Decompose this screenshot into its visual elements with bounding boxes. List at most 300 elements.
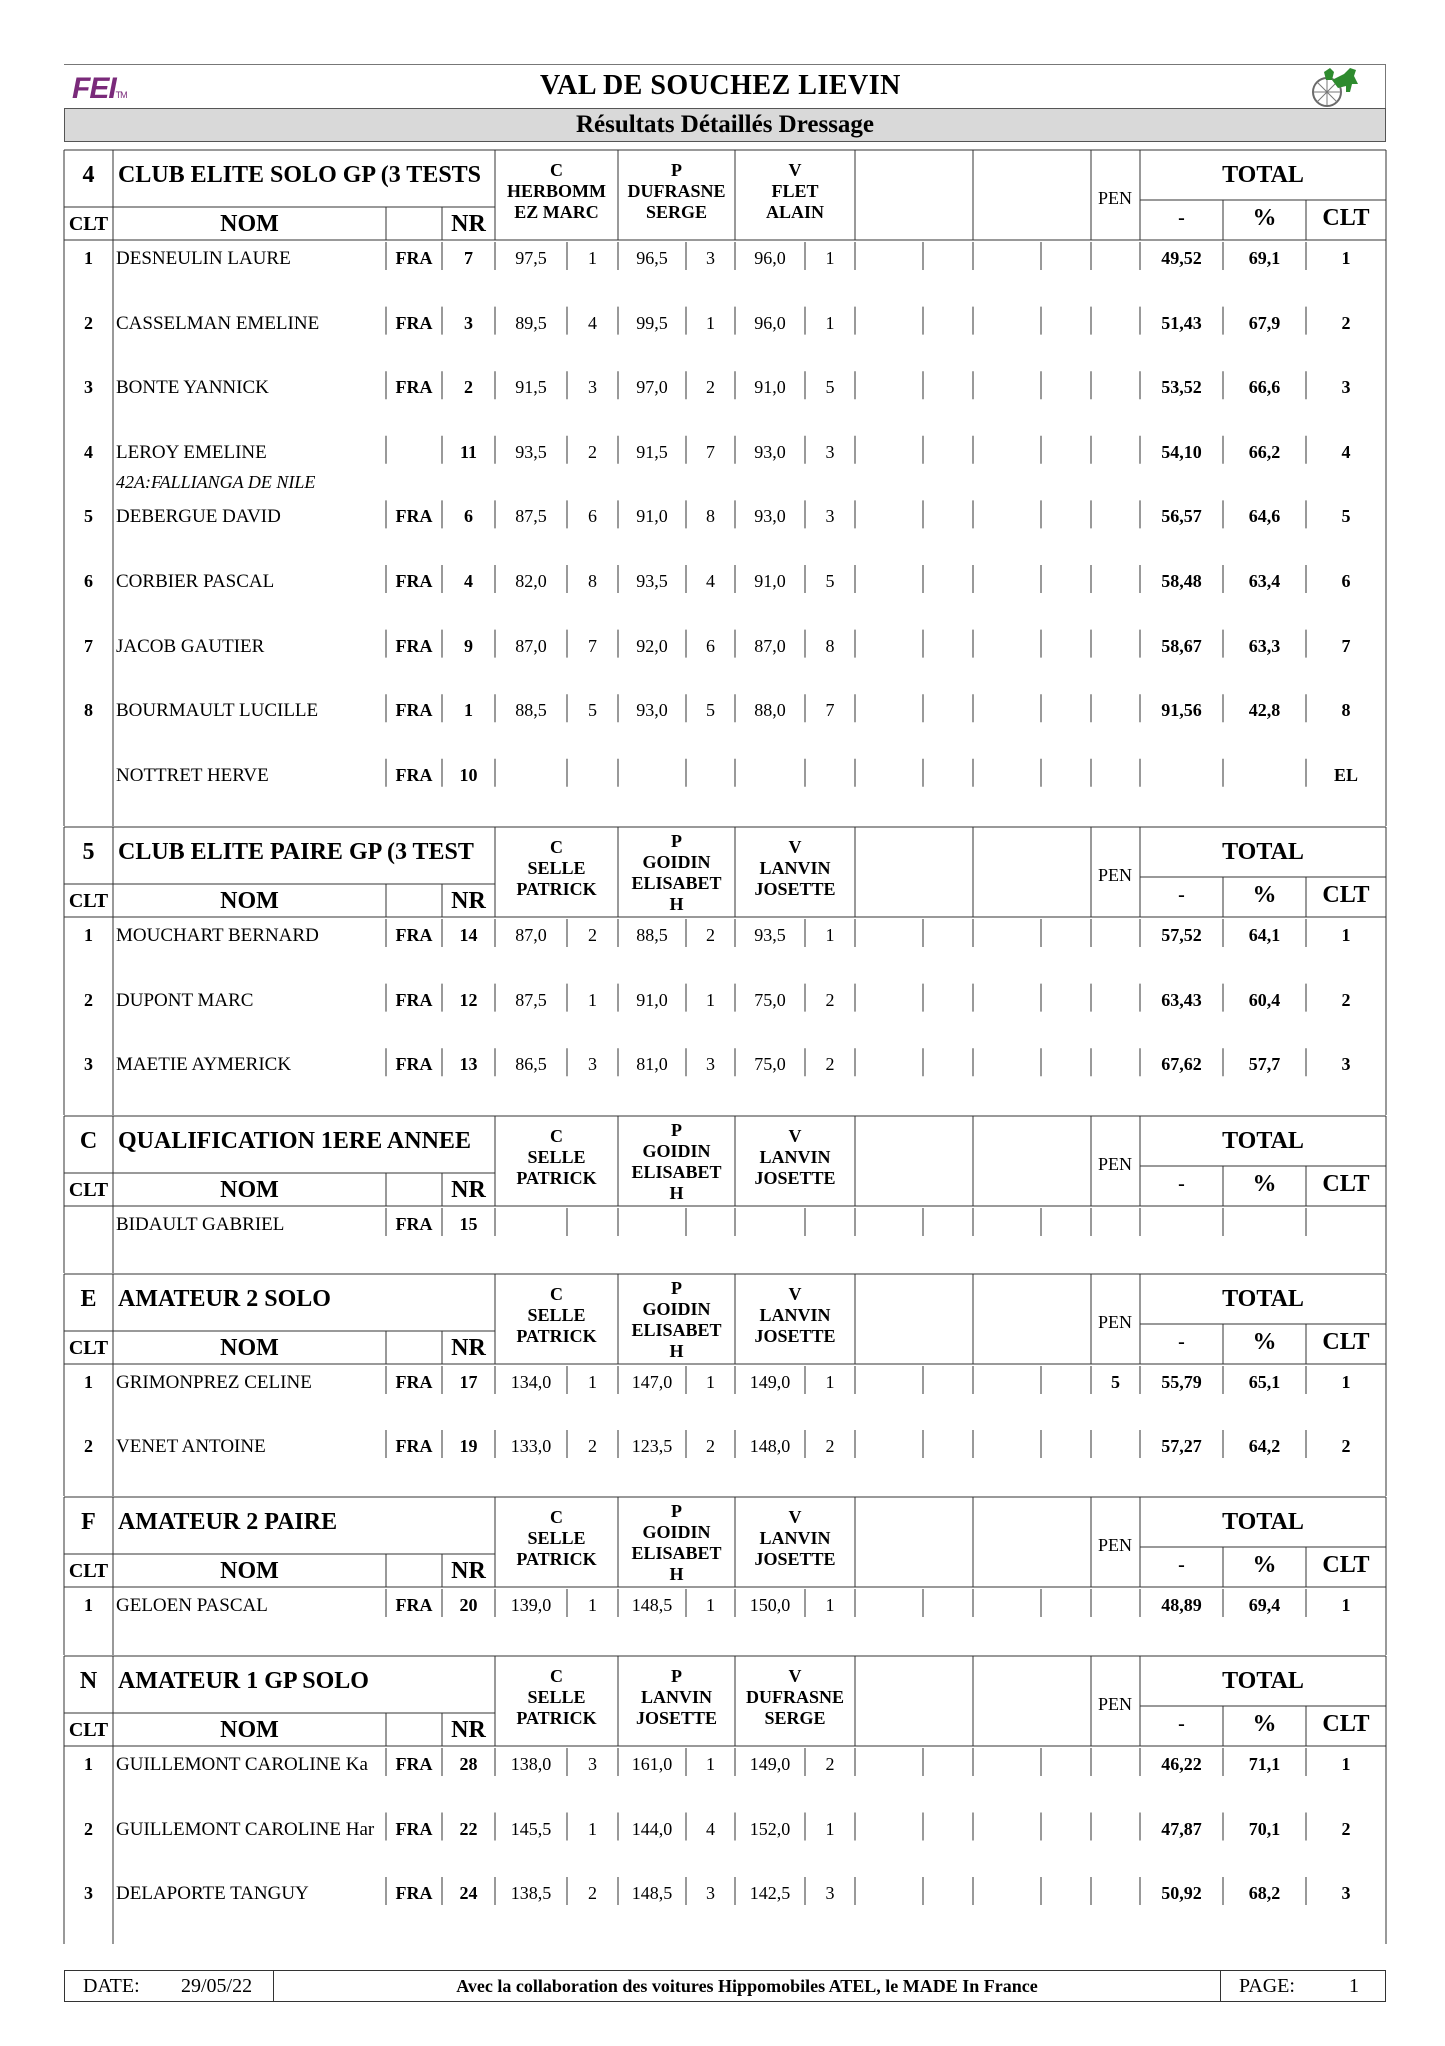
rider-nation: FRA <box>395 248 433 268</box>
footer-page <box>1220 1970 1386 2002</box>
judge-2-line-0: V <box>788 160 802 180</box>
footer-page-label: PAGE: <box>1239 1975 1295 1997</box>
judge-1-score: 97,0 <box>636 377 668 398</box>
col-header-points: - <box>1178 884 1185 906</box>
rider-nation: FRA <box>395 1214 433 1234</box>
fei-logo: FEITM <box>72 72 127 105</box>
col-header-nr: NR <box>451 888 486 914</box>
judge-1-score: 93,0 <box>636 700 668 721</box>
judge-1-line-1: DUFRASNE <box>627 181 726 201</box>
row-rank: 2 <box>84 1436 93 1456</box>
judge-1-line-1: GOIDIN <box>642 1141 711 1161</box>
col-header-nom: NOM <box>220 1335 279 1361</box>
final-rank: 3 <box>1341 1883 1351 1903</box>
judge-2-score: 91,0 <box>754 571 786 591</box>
rider-name: DELAPORTE TANGUY <box>116 1883 309 1904</box>
row-rank: 2 <box>84 989 93 1010</box>
judge-0-score: 138,0 <box>510 1754 552 1774</box>
judge-2-place: 8 <box>825 635 835 656</box>
judge-1-score: 147,0 <box>631 1372 673 1392</box>
judge-1-score: 99,5 <box>636 312 668 333</box>
judge-1-place: 1 <box>706 1372 715 1392</box>
judge-1-place: 3 <box>706 1883 715 1903</box>
judge-0-line-0: C <box>550 160 563 180</box>
judge-2-line-0: V <box>788 1284 802 1304</box>
judge-1-place: 4 <box>706 571 715 591</box>
footer-date-value: 29/05/22 <box>181 1975 253 1997</box>
judge-2-score: 152,0 <box>749 1818 791 1839</box>
footer-page-value: 1 <box>1349 1975 1359 1997</box>
col-header-total: TOTAL <box>1222 1509 1304 1535</box>
judge-1-place: 1 <box>706 1754 715 1774</box>
penalty: 5 <box>1111 1372 1120 1392</box>
final-rank: 1 <box>1341 248 1351 268</box>
judge-0-score: 145,5 <box>510 1818 552 1839</box>
rider-number: 7 <box>464 248 473 268</box>
judge-0-line-2: PATRICK <box>516 879 597 899</box>
judge-1-line-2: ELISABET <box>631 1162 722 1182</box>
rider-name: GUILLEMONT CAROLINE Ka <box>116 1754 368 1775</box>
judge-1-line-3: H <box>669 1341 684 1361</box>
rider-name: LEROY EMELINE <box>116 441 267 463</box>
total-points: 91,56 <box>1161 700 1202 721</box>
judge-0-score: 138,5 <box>510 1883 552 1903</box>
col-header-rank: CLT <box>1322 1552 1370 1578</box>
rider-name: CORBIER PASCAL <box>116 571 275 592</box>
final-rank: 3 <box>1341 1054 1351 1075</box>
judge-2-score: 93,0 <box>754 441 786 462</box>
judge-0-score: 89,5 <box>515 312 547 333</box>
final-rank: 1 <box>1341 1595 1351 1615</box>
rider-number: 13 <box>459 1054 478 1075</box>
rider-number: 15 <box>459 1214 478 1234</box>
judge-2-place: 5 <box>825 571 835 591</box>
judge-0-line-1: SELLE <box>527 1305 586 1325</box>
section-title: QUALIFICATION 1ERE ANNEE <box>118 1128 471 1154</box>
judge-2-score: 142,5 <box>749 1883 791 1903</box>
total-percent: 66,6 <box>1248 377 1281 398</box>
total-points: 55,79 <box>1161 1372 1202 1392</box>
judge-2-score: 75,0 <box>754 1054 786 1075</box>
judge-0-place: 2 <box>588 925 597 945</box>
final-rank: 2 <box>1341 312 1351 333</box>
total-percent: 64,1 <box>1248 925 1281 945</box>
judge-2-line-2: JOSETTE <box>754 1326 836 1346</box>
col-header-rank: CLT <box>1322 1329 1370 1355</box>
judge-1-line-2: ELISABET <box>631 1543 722 1563</box>
col-header-points: - <box>1178 1173 1185 1195</box>
judge-0-line-2: PATRICK <box>516 1326 597 1346</box>
judge-0-score: 97,5 <box>515 248 547 268</box>
judge-2-score: 149,0 <box>749 1372 791 1392</box>
judge-0-place: 2 <box>588 441 597 462</box>
rider-number: 22 <box>459 1818 478 1839</box>
judge-2-line-2: JOSETTE <box>754 1549 836 1569</box>
total-percent: 65,1 <box>1248 1372 1281 1392</box>
section-code: F <box>81 1509 96 1535</box>
col-header-nr: NR <box>451 1558 486 1584</box>
col-header-nom: NOM <box>220 888 279 914</box>
rider-name: DUPONT MARC <box>116 989 254 1011</box>
judge-1-line-0: P <box>671 1666 682 1686</box>
col-header-points: - <box>1178 1331 1185 1353</box>
total-percent: 68,2 <box>1248 1883 1281 1903</box>
judge-0-place: 6 <box>588 506 597 527</box>
judge-2-score: 93,0 <box>754 506 786 527</box>
judge-0-line-2: PATRICK <box>516 1549 597 1569</box>
col-header-nr: NR <box>451 211 486 237</box>
judge-0-place: 3 <box>588 377 597 398</box>
col-header-pen: PEN <box>1097 1694 1132 1714</box>
rider-name: BONTE YANNICK <box>116 377 269 399</box>
section-title: CLUB ELITE SOLO GP (3 TESTS <box>118 162 482 188</box>
col-header-total: TOTAL <box>1222 1128 1304 1154</box>
col-header-pen: PEN <box>1097 188 1132 208</box>
rider-nation: FRA <box>395 635 433 656</box>
judge-1-score: 88,5 <box>636 925 668 945</box>
row-rank: 3 <box>84 1883 93 1903</box>
col-header-nom: NOM <box>220 1558 279 1584</box>
rider-number: 10 <box>459 764 478 785</box>
judge-0-score: 139,0 <box>510 1595 552 1615</box>
col-header-percent: % <box>1252 882 1277 908</box>
final-rank: 8 <box>1341 700 1351 721</box>
final-rank: 2 <box>1341 989 1351 1010</box>
col-header-percent: % <box>1252 205 1277 231</box>
judge-2-line-2: SERGE <box>764 1708 826 1728</box>
col-header-clt: CLT <box>68 213 109 235</box>
row-rank: 2 <box>84 1818 93 1839</box>
judge-1-line-2: ELISABET <box>631 873 722 893</box>
rider-nation: FRA <box>395 1436 433 1456</box>
judge-1-place: 3 <box>706 248 715 268</box>
judge-0-score: 133,0 <box>510 1436 552 1456</box>
judge-1-score: 123,5 <box>631 1436 673 1456</box>
rider-nation: FRA <box>395 1372 433 1392</box>
judge-1-line-2: JOSETTE <box>635 1708 718 1728</box>
judge-2-place: 7 <box>825 700 835 721</box>
judge-0-line-2: EZ MARC <box>514 202 599 222</box>
judge-1-place: 4 <box>706 1818 715 1839</box>
judge-0-score: 87,5 <box>515 506 547 527</box>
rider-name: NOTTRET HERVE <box>116 764 269 786</box>
rider-name: GUILLEMONT CAROLINE Har <box>116 1818 375 1840</box>
page-title: VAL DE SOUCHEZ LIEVIN <box>540 70 901 101</box>
judge-2-score: 91,0 <box>754 377 786 398</box>
judge-1-line-0: P <box>671 1278 682 1298</box>
judge-2-score: 150,0 <box>749 1595 791 1615</box>
final-rank: 1 <box>1341 925 1351 945</box>
total-points: 63,43 <box>1161 989 1202 1010</box>
judge-1-place: 3 <box>706 1054 715 1075</box>
total-points: 51,43 <box>1161 312 1202 333</box>
judge-1-place: 5 <box>706 700 715 721</box>
total-percent: 64,2 <box>1248 1436 1281 1456</box>
judge-1-line-0: P <box>671 831 682 851</box>
col-header-percent: % <box>1252 1329 1277 1355</box>
judge-1-score: 91,0 <box>636 989 668 1010</box>
judge-0-place: 2 <box>588 1883 597 1903</box>
rider-number: 9 <box>464 635 473 656</box>
col-header-pen: PEN <box>1097 1535 1132 1555</box>
judge-1-score: 161,0 <box>631 1754 673 1774</box>
final-rank: 1 <box>1341 1754 1351 1774</box>
judge-2-score: 149,0 <box>749 1754 791 1774</box>
rider-name: DESNEULIN LAURE <box>116 248 291 269</box>
col-header-nom: NOM <box>220 1717 279 1743</box>
judge-0-line-0: C <box>550 1284 563 1304</box>
rider-number: 20 <box>459 1595 478 1615</box>
col-header-rank: CLT <box>1322 1171 1370 1197</box>
judge-2-place: 1 <box>825 312 835 333</box>
judge-2-score: 88,0 <box>754 700 786 721</box>
horse-name: 42A:FALLIANGA DE NILE <box>116 471 316 492</box>
judge-0-score: 88,5 <box>515 700 547 721</box>
rider-nation: FRA <box>395 377 433 398</box>
judge-2-place: 3 <box>825 1883 835 1903</box>
judge-2-place: 2 <box>825 1754 835 1774</box>
rider-name: BIDAULT GABRIEL <box>116 1214 285 1235</box>
section-code: N <box>79 1668 98 1694</box>
total-percent: 57,7 <box>1248 1054 1281 1075</box>
total-percent: 71,1 <box>1248 1754 1281 1774</box>
judge-2-place: 3 <box>825 441 835 462</box>
total-percent: 67,9 <box>1248 312 1281 333</box>
judge-2-line-1: DUFRASNE <box>745 1687 844 1707</box>
final-rank: EL <box>1333 764 1358 785</box>
total-points: 50,92 <box>1161 1883 1202 1903</box>
footer-date <box>64 1970 274 2002</box>
col-header-total: TOTAL <box>1222 1286 1304 1312</box>
judge-2-line-2: ALAIN <box>765 202 824 222</box>
judge-0-place: 4 <box>588 312 597 333</box>
col-header-clt: CLT <box>68 890 109 912</box>
judge-2-line-0: V <box>788 1126 802 1146</box>
judge-1-score: 96,5 <box>636 248 668 268</box>
total-points: 47,87 <box>1161 1818 1202 1839</box>
judge-1-line-0: P <box>671 160 682 180</box>
judge-1-place: 1 <box>706 989 715 1010</box>
rider-nation: FRA <box>395 1818 433 1839</box>
judge-1-place: 1 <box>706 1595 715 1615</box>
judge-1-score: 144,0 <box>631 1818 673 1839</box>
rider-name: GRIMONPREZ CELINE <box>116 1372 312 1393</box>
judge-0-line-1: HERBOMM <box>507 181 606 201</box>
rider-nation: FRA <box>395 1595 433 1615</box>
judge-1-score: 148,5 <box>631 1883 673 1903</box>
judge-0-line-2: PATRICK <box>516 1168 597 1188</box>
row-rank: 6 <box>84 571 93 591</box>
row-rank: 1 <box>84 1372 93 1392</box>
judge-0-place: 1 <box>588 1595 597 1615</box>
judge-2-place: 1 <box>825 1818 835 1839</box>
total-percent: 66,2 <box>1248 441 1281 462</box>
judge-2-place: 2 <box>825 989 835 1010</box>
judge-1-score: 148,5 <box>631 1595 673 1615</box>
judge-0-score: 134,0 <box>510 1372 552 1392</box>
judge-2-place: 1 <box>825 925 835 945</box>
col-header-clt: CLT <box>68 1719 109 1741</box>
judge-0-place: 1 <box>588 1372 597 1392</box>
total-percent: 63,4 <box>1248 571 1281 591</box>
judge-2-line-2: JOSETTE <box>754 1168 836 1188</box>
total-points: 54,10 <box>1161 441 1202 462</box>
judge-1-line-3: H <box>669 894 684 914</box>
judge-0-line-0: C <box>550 1126 563 1146</box>
judge-2-line-0: V <box>788 1666 802 1686</box>
col-header-total: TOTAL <box>1222 839 1304 865</box>
judge-0-score: 87,0 <box>515 925 547 945</box>
rider-nation: FRA <box>395 764 433 785</box>
final-rank: 4 <box>1341 441 1351 462</box>
col-header-pen: PEN <box>1097 865 1132 885</box>
final-rank: 2 <box>1341 1436 1351 1456</box>
judge-0-place: 1 <box>588 989 597 1010</box>
section-code: 5 <box>82 839 95 865</box>
judge-2-line-0: V <box>788 1507 802 1527</box>
judge-0-place: 1 <box>588 1818 597 1839</box>
rider-name: JACOB GAUTIER <box>116 635 265 657</box>
rider-number: 14 <box>459 925 478 945</box>
rider-nation: FRA <box>395 571 433 591</box>
rider-nation: FRA <box>395 1054 433 1075</box>
total-percent: 70,1 <box>1248 1818 1281 1839</box>
judge-1-place: 8 <box>706 506 715 527</box>
rider-number: 1 <box>464 700 473 721</box>
footer-collaboration: Avec la collaboration des voitures Hippomobiles ATEL, le MADE In France <box>273 1970 1221 2002</box>
row-rank: 1 <box>84 1754 93 1774</box>
col-header-total: TOTAL <box>1222 1668 1304 1694</box>
total-percent: 64,6 <box>1248 506 1281 527</box>
total-percent: 42,8 <box>1248 700 1281 721</box>
judge-1-line-3: H <box>669 1183 684 1203</box>
judge-2-score: 96,0 <box>754 248 786 268</box>
judge-0-place: 5 <box>588 700 597 721</box>
rider-number: 6 <box>464 506 473 527</box>
total-percent: 69,4 <box>1248 1595 1281 1615</box>
total-points: 53,52 <box>1161 377 1202 398</box>
judge-1-score: 92,0 <box>636 635 668 656</box>
row-rank: 1 <box>84 925 93 945</box>
section-title: AMATEUR 2 PAIRE <box>118 1509 338 1535</box>
row-rank: 2 <box>84 312 93 333</box>
total-points: 57,52 <box>1161 925 1202 945</box>
judge-1-score: 91,5 <box>636 441 668 462</box>
judge-1-score: 81,0 <box>636 1054 668 1075</box>
judge-1-line-1: GOIDIN <box>642 852 711 872</box>
rider-nation: FRA <box>395 312 433 333</box>
final-rank: 3 <box>1341 377 1351 398</box>
rider-name: CASSELMAN EMELINE <box>116 312 320 334</box>
row-rank: 7 <box>84 635 93 656</box>
judge-1-line-1: GOIDIN <box>642 1522 711 1542</box>
total-percent: 63,3 <box>1248 635 1281 656</box>
section-title: AMATEUR 2 SOLO <box>118 1286 331 1312</box>
col-header-nr: NR <box>451 1717 486 1743</box>
rider-nation: FRA <box>395 506 433 527</box>
rider-nation: FRA <box>395 1883 433 1903</box>
total-points: 46,22 <box>1161 1754 1202 1774</box>
col-header-points: - <box>1178 207 1185 229</box>
col-header-clt: CLT <box>68 1179 109 1201</box>
judge-1-place: 1 <box>706 312 715 333</box>
rider-number: 2 <box>464 377 473 398</box>
col-header-rank: CLT <box>1322 205 1370 231</box>
judge-1-place: 2 <box>706 925 715 945</box>
total-points: 58,67 <box>1161 635 1202 656</box>
rider-name: GELOEN PASCAL <box>116 1595 268 1616</box>
judge-2-score: 96,0 <box>754 312 786 333</box>
judge-1-place: 7 <box>706 441 715 462</box>
col-header-points: - <box>1178 1554 1185 1576</box>
section-title: CLUB ELITE PAIRE GP (3 TEST <box>118 839 474 865</box>
row-rank: 1 <box>84 1595 93 1615</box>
footer-date-label: DATE: <box>83 1975 140 1997</box>
judge-0-place: 3 <box>588 1754 597 1774</box>
total-points: 58,48 <box>1161 571 1202 591</box>
col-header-nom: NOM <box>220 211 279 237</box>
col-header-points: - <box>1178 1713 1185 1735</box>
col-header-rank: CLT <box>1322 1711 1370 1737</box>
rider-name: BOURMAULT LUCILLE <box>116 700 319 722</box>
judge-0-score: 87,5 <box>515 989 547 1010</box>
judge-1-line-2: ELISABET <box>631 1320 722 1340</box>
section-code: 4 <box>82 162 95 188</box>
final-rank: 7 <box>1341 635 1351 656</box>
total-percent: 60,4 <box>1248 989 1281 1010</box>
section-code: C <box>79 1128 98 1154</box>
judge-0-score: 93,5 <box>515 441 547 462</box>
col-header-percent: % <box>1252 1711 1277 1737</box>
judge-2-line-1: LANVIN <box>759 1147 831 1167</box>
judge-0-line-1: SELLE <box>527 1528 586 1548</box>
judge-0-place: 2 <box>588 1436 597 1456</box>
judge-2-score: 75,0 <box>754 989 786 1010</box>
judge-0-place: 8 <box>588 571 597 591</box>
final-rank: 2 <box>1341 1818 1351 1839</box>
judge-0-line-0: C <box>550 1507 563 1527</box>
rider-nation: FRA <box>395 1754 433 1774</box>
rider-nation: FRA <box>395 925 433 945</box>
col-header-percent: % <box>1252 1552 1277 1578</box>
judge-1-place: 2 <box>706 377 715 398</box>
row-rank: 1 <box>84 248 93 268</box>
judge-2-line-1: LANVIN <box>759 858 831 878</box>
rider-number: 24 <box>459 1883 478 1903</box>
rider-nation: FRA <box>395 989 433 1010</box>
rider-number: 4 <box>464 571 473 591</box>
col-header-clt: CLT <box>68 1560 109 1582</box>
judge-0-place: 3 <box>588 1054 597 1075</box>
total-points: 57,27 <box>1161 1436 1202 1456</box>
judge-0-score: 82,0 <box>515 571 547 591</box>
judge-2-place: 1 <box>825 248 835 268</box>
section-title: AMATEUR 1 GP SOLO <box>118 1668 369 1694</box>
col-header-nom: NOM <box>220 1177 279 1203</box>
rider-name: VENET ANTOINE <box>116 1436 266 1457</box>
rider-number: 11 <box>459 441 477 462</box>
col-header-clt: CLT <box>68 1337 109 1359</box>
rider-number: 28 <box>459 1754 478 1774</box>
judge-1-place: 6 <box>706 635 715 656</box>
judge-2-place: 5 <box>825 377 835 398</box>
row-rank: 4 <box>84 441 93 462</box>
col-header-pen: PEN <box>1097 1312 1132 1332</box>
judge-2-line-1: FLET <box>771 181 819 201</box>
judge-1-line-1: GOIDIN <box>642 1299 711 1319</box>
judge-0-place: 7 <box>588 635 597 656</box>
judge-0-line-1: SELLE <box>527 1687 586 1707</box>
